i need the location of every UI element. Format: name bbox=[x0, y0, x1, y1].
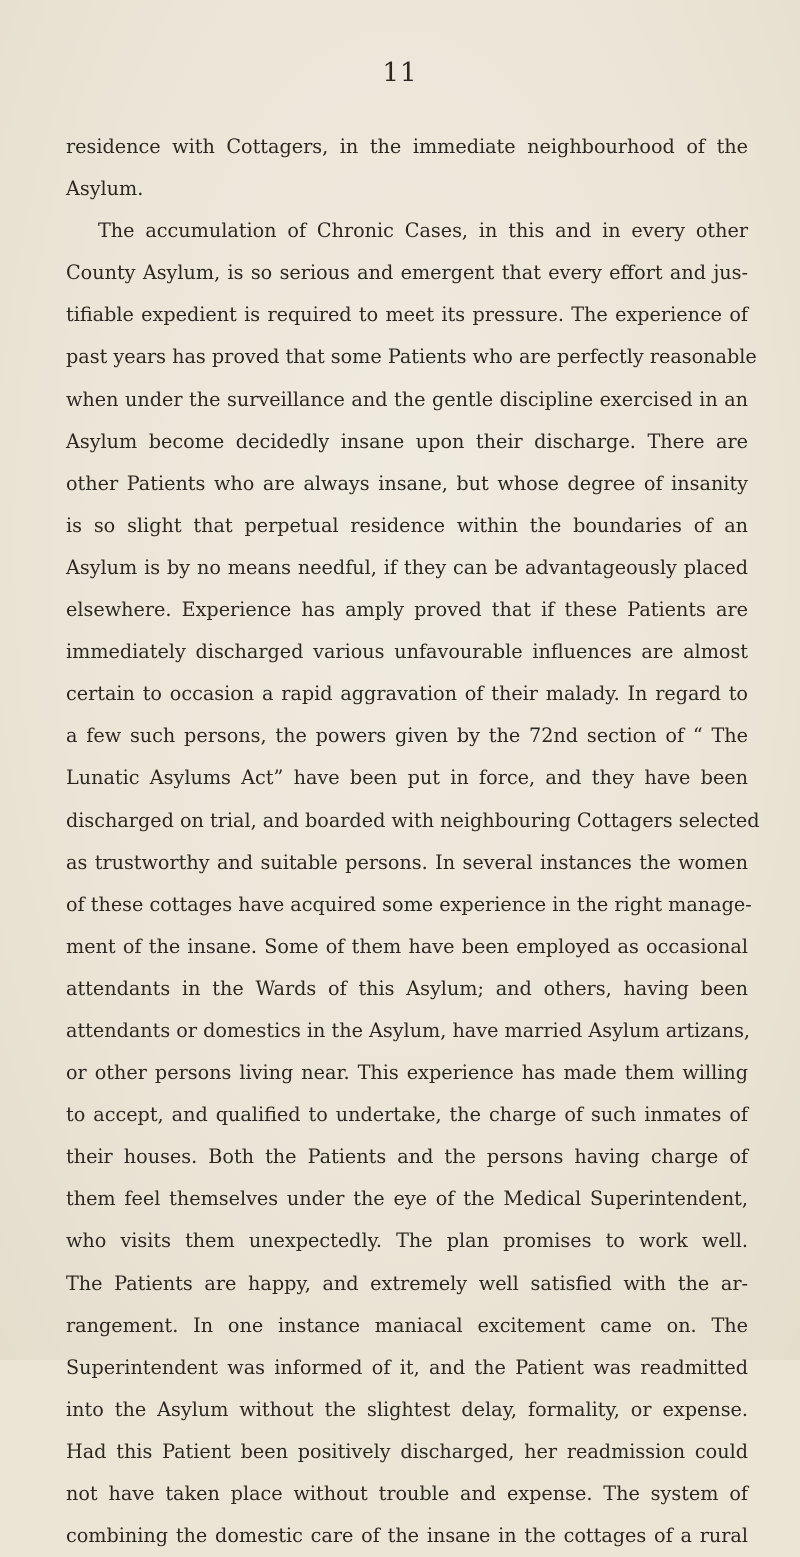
text-line-10: is so slight that perpetual residence within the boundaries of an bbox=[66, 513, 748, 537]
text-line-2: Asylum. bbox=[66, 177, 144, 201]
text-line-14: certain to occasion a rapid aggravation of their malady. In regard to bbox=[66, 682, 748, 706]
text-line-18: as trustworthy and suitable persons. In several instances the women bbox=[66, 850, 748, 874]
text-line-7: when under the surveillance and the gentle discipline exercised in an bbox=[66, 387, 748, 411]
text-line-24: to accept, and qualified to undertake, the charge of such inmates of bbox=[66, 1103, 748, 1127]
text-line-13: immediately discharged various unfavourable influences are almost bbox=[66, 640, 748, 664]
body-text bbox=[66, 126, 760, 1557]
text-line-11: Asylum is by no means needful, if they can be advantageously placed bbox=[66, 555, 748, 579]
text-line-23: or other persons living near. This experience has made them willing bbox=[66, 1061, 748, 1085]
text-line-26: them feel themselves under the eye of the Medical Superintendent, bbox=[66, 1187, 748, 1211]
text-line-21: attendants in the Wards of this Asylum; and others, having been bbox=[66, 976, 748, 1000]
text-line-12: elsewhere. Experience has amply proved that if these Patients are bbox=[66, 598, 748, 622]
text-line-20: ment of the insane. Some of them have been employed as occasional bbox=[66, 934, 748, 958]
text-line-15: a few such persons, the powers given by the 72nd section of “ The bbox=[66, 724, 748, 748]
text-line-8: Asylum become decidedly insane upon their discharge. There are bbox=[66, 429, 748, 453]
text-line-27: who visits them unexpectedly. The plan promises to work well. bbox=[66, 1229, 748, 1253]
text-line-1: residence with Cottagers, in the immediate neighbourhood of the bbox=[66, 135, 748, 158]
text-line-28: The Patients are happy, and extremely well satisfied with the ar- bbox=[66, 1271, 748, 1295]
page-number: 11 bbox=[382, 58, 418, 88]
text-line-33: not have taken place without trouble and expense. The system of bbox=[66, 1482, 748, 1505]
text-line-19: of these cottages have acquired some experience in the right manage- bbox=[66, 892, 752, 916]
text-line-30: Superintendent was informed of it, and the Patient was readmitted bbox=[66, 1355, 748, 1379]
text-line-25: their houses. Both the Patients and the persons having charge of bbox=[66, 1145, 748, 1169]
text-line-3: The accumulation of Chronic Cases, in this and in every other bbox=[98, 219, 748, 243]
text-line-5: tifiable expedient is required to meet its pressure. The experience of bbox=[66, 303, 748, 327]
text-line-17: discharged on trial, and boarded with neighbouring Cottagers selected bbox=[66, 808, 760, 832]
text-line-29: rangement. In one instance maniacal excitement came on. The bbox=[66, 1313, 748, 1337]
text-line-31: into the Asylum without the slightest delay, formality, or expense. bbox=[66, 1397, 748, 1421]
text-line-34: combining the domestic care of the insane in the cottages of a rural bbox=[66, 1524, 748, 1548]
text-line-4: County Asylum, is so serious and emergent that every effort and jus- bbox=[66, 261, 748, 285]
text-line-9: other Patients who are always insane, but whose degree of insanity bbox=[66, 471, 748, 495]
text-line-32: Had this Patient been positively discharged, her readmission could bbox=[66, 1439, 748, 1463]
text-line-22: attendants or domestics in the Asylum, have married Asylum artizans, bbox=[66, 1018, 751, 1042]
text-line-6: past years has proved that some Patients who are perfectly reasonable bbox=[66, 345, 757, 369]
text-line-16: Lunatic Asylums Act” have been put in force, and they have been bbox=[66, 766, 748, 790]
